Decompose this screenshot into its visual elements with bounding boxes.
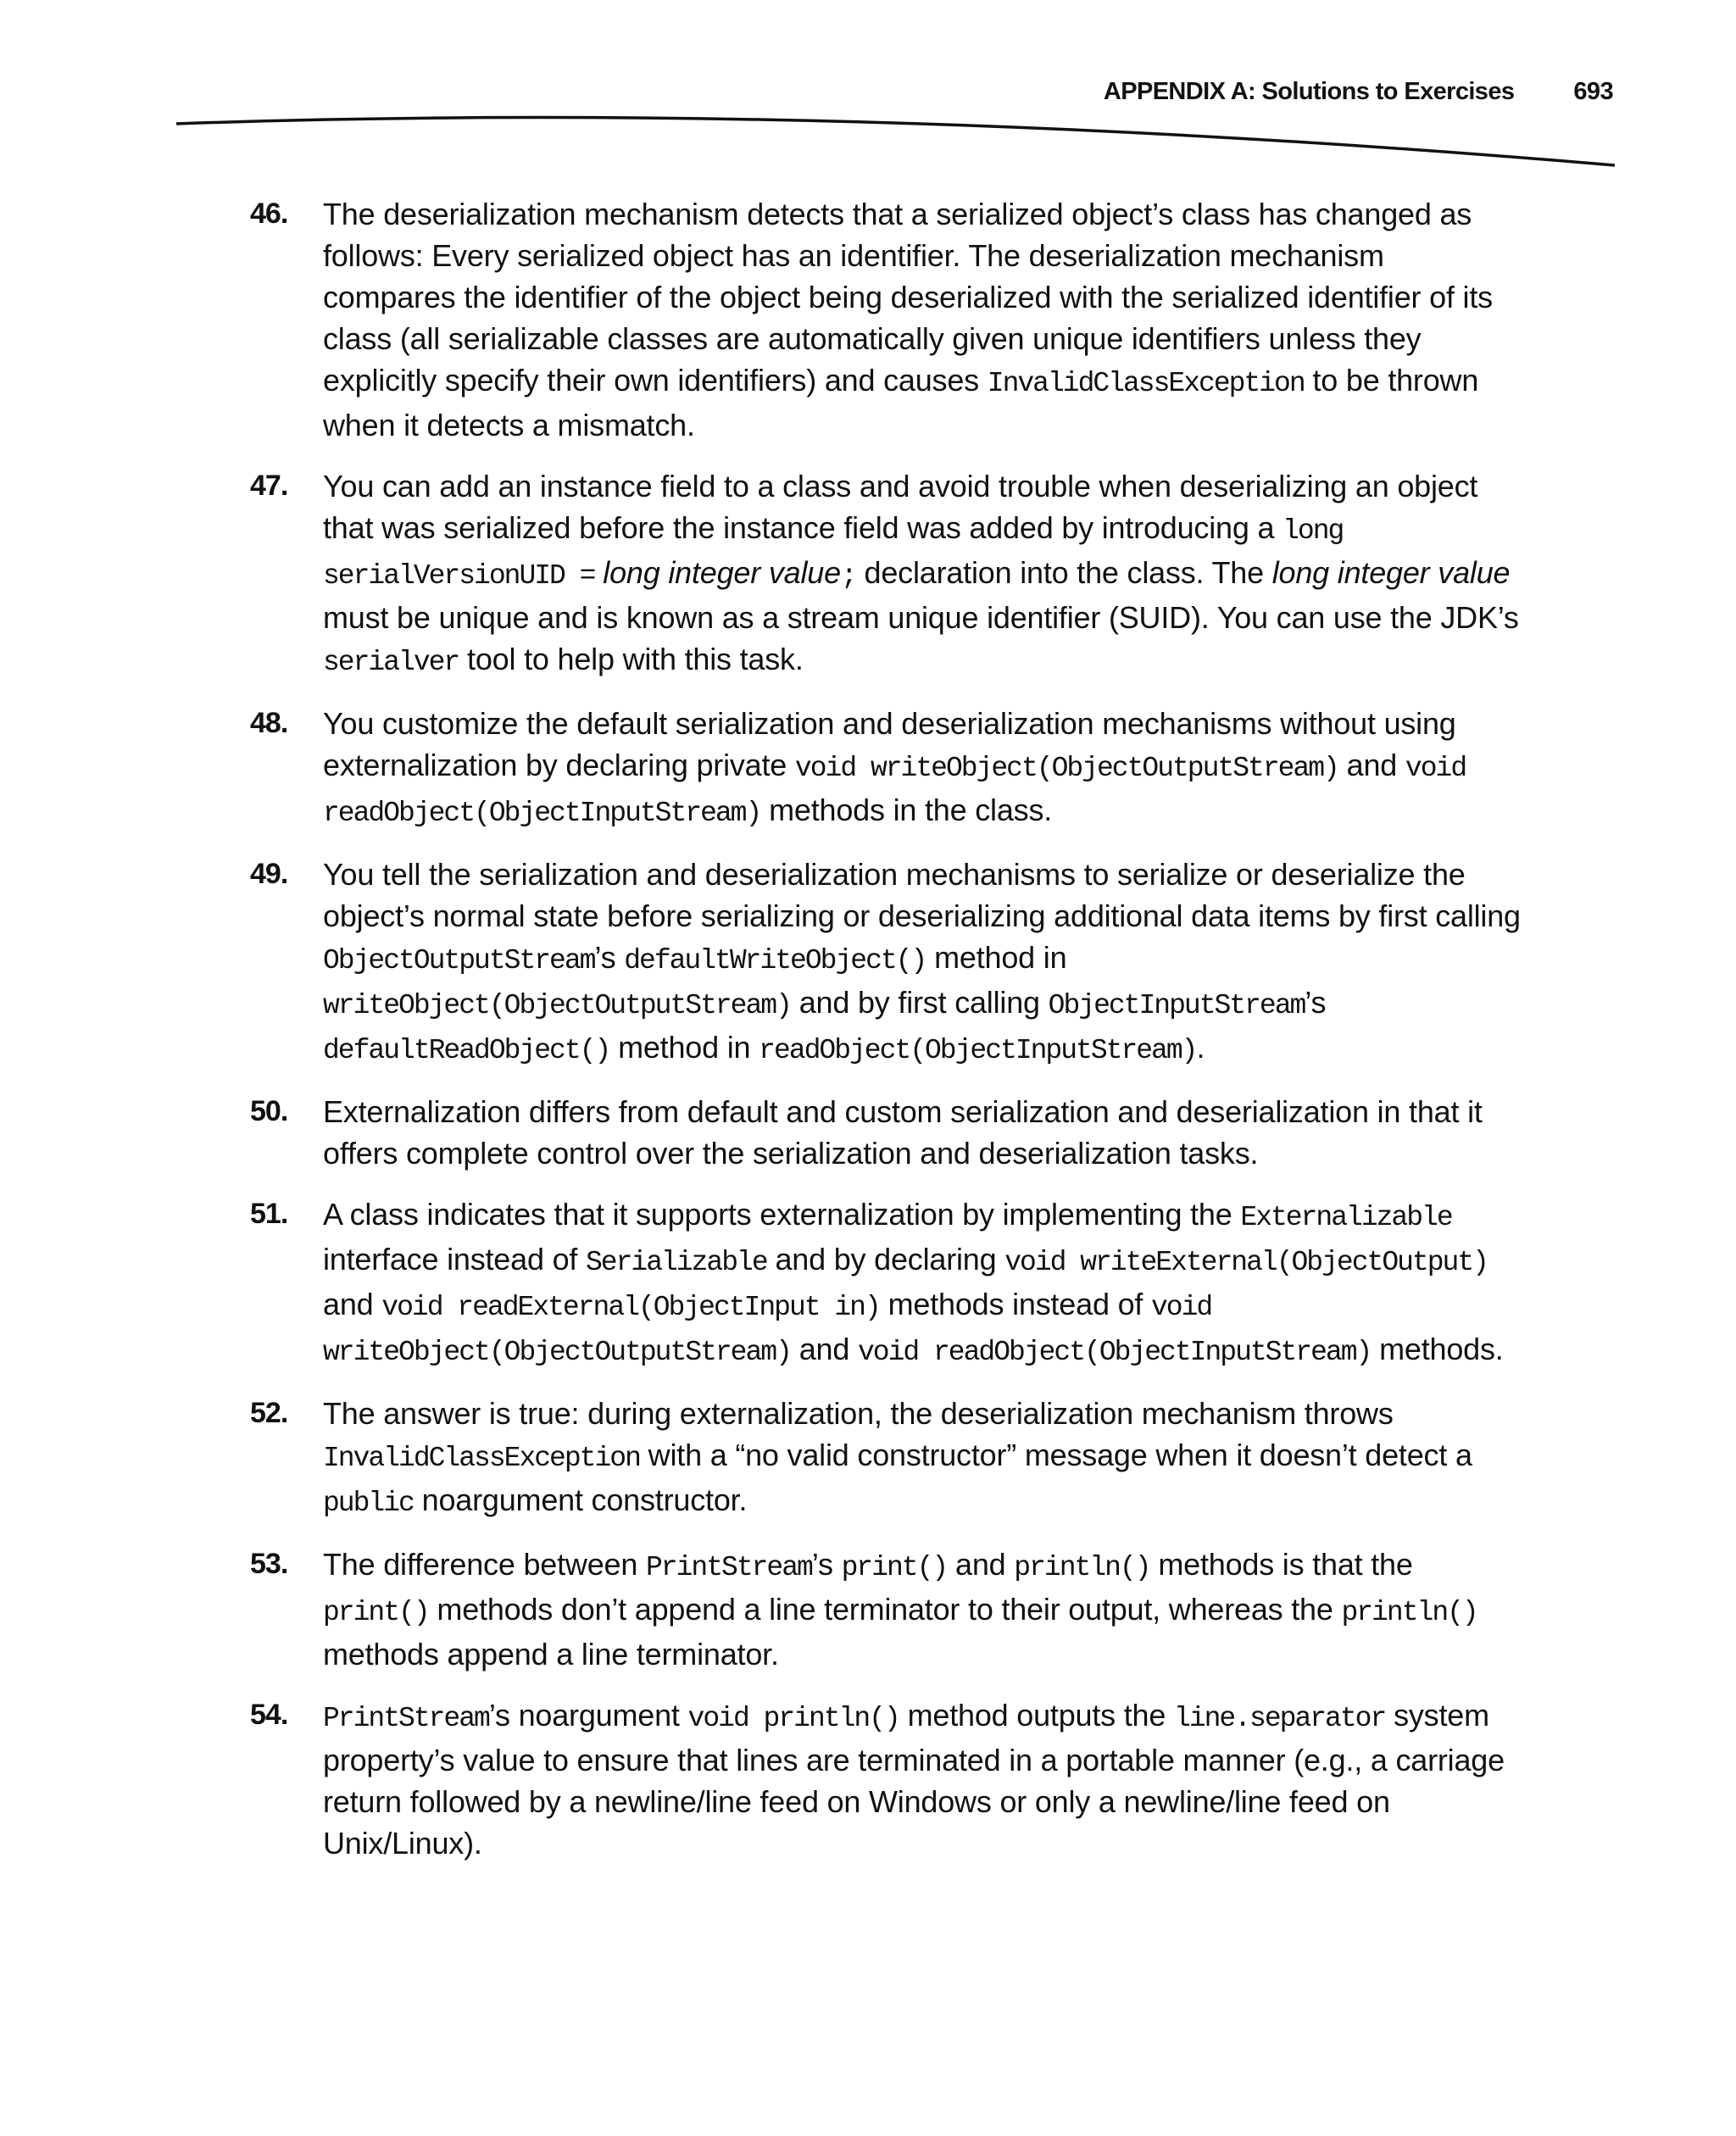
answer-text (323, 465, 1522, 683)
code-span: void writeObject(ObjectOutputStream) (794, 753, 1338, 784)
text-span: declaration into the class. The (855, 555, 1272, 590)
answer-text (323, 193, 1522, 446)
answer-item (250, 854, 1522, 1071)
text-span: The difference between (323, 1547, 646, 1582)
text-span: The deserialization mechanism detects that a serialized object’s class has changed as follows: Every serialized object has an identifier. The deserialization mechanism compares the identifier of the object being deserialized with the serialized identifier of its class (all serializable classes are automatically given unique identifiers unless they explicitly specify their own identifiers) and causes (323, 197, 1493, 398)
code-span: ObjectOutputStream (323, 945, 595, 976)
code-span: ObjectInputStream (1048, 990, 1305, 1021)
answer-item (250, 703, 1522, 834)
code-span: void writeObject(ObjectOutputStream) (323, 1292, 1212, 1368)
code-span: void readExternal(ObjectInput in) (381, 1292, 880, 1323)
text-span: methods in the class. (760, 793, 1053, 827)
text-span: methods is that the (1149, 1547, 1413, 1582)
answer-number: 46. (250, 197, 288, 230)
text-span: and (790, 1332, 858, 1366)
text-span: ’s (1305, 985, 1327, 1020)
answer-number: 53. (250, 1548, 288, 1580)
answer-number: 50. (250, 1095, 288, 1127)
code-span: defaultReadObject() (323, 1035, 610, 1066)
answer-item (250, 1393, 1522, 1524)
answer-item (250, 1694, 1522, 1864)
answer-item (250, 465, 1522, 683)
text-span: method in (609, 1030, 760, 1065)
answer-text (323, 1393, 1522, 1524)
italic-span: long integer value (603, 555, 841, 590)
code-span: Externalizable (1240, 1202, 1452, 1233)
code-span: readObject(ObjectInputStream) (759, 1035, 1197, 1066)
text-span: and (323, 1287, 382, 1321)
text-span: . (1196, 1030, 1205, 1065)
text-span: must be unique and is known as a stream unique identifier (SUID). You can use the JDK’s (323, 600, 1519, 635)
text-span: tool to help with this task. (459, 642, 804, 676)
text-span: You customize the default serialization and deserialization mechanisms without using externalization by declaring private (323, 706, 1456, 782)
answer-item (250, 193, 1522, 446)
text-span: interface instead of (323, 1242, 586, 1277)
code-span: serialver (323, 647, 459, 678)
code-span: PrintStream (646, 1552, 812, 1583)
answer-text (323, 1091, 1522, 1174)
code-span: void println() (687, 1703, 899, 1734)
text-span: The answer is true: during externalization, the deserialization mechanism throws (323, 1396, 1394, 1431)
answer-text (323, 1694, 1522, 1864)
text-span: A class indicates that it supports externalization by implementing the (323, 1197, 1241, 1232)
answer-text (323, 1544, 1522, 1675)
code-span: writeObject(ObjectOutputStream) (323, 990, 791, 1021)
code-span: println() (1014, 1552, 1150, 1583)
answer-text (323, 703, 1522, 834)
answer-text (323, 1193, 1522, 1373)
code-span: line.separator (1174, 1703, 1386, 1734)
text-span: ’s (811, 1547, 842, 1582)
answer-number: 48. (250, 707, 288, 739)
code-span: print() (323, 1597, 429, 1628)
text-span: methods. (1371, 1332, 1504, 1366)
code-span: InvalidClassException (987, 368, 1305, 399)
text-span: noargument constructor. (413, 1482, 748, 1517)
answer-number: 52. (250, 1397, 288, 1429)
code-span: void readObject(ObjectInputStream) (323, 753, 1466, 829)
answer-list (250, 193, 1522, 1883)
code-span: ; (840, 560, 856, 592)
text-span: and (947, 1547, 1015, 1582)
text-span: ’s (594, 940, 625, 975)
italic-span: long integer value (1271, 555, 1511, 590)
text-span: methods don’t append a line terminator to their output, whereas the (428, 1592, 1342, 1627)
text-span: ’s noargument (488, 1698, 688, 1733)
text-span: method in (926, 940, 1067, 975)
code-span: println() (1341, 1597, 1477, 1628)
answer-number: 47. (250, 470, 288, 502)
text-span: to be thrown when it detects a mismatch. (323, 363, 1479, 442)
text-span: system property’s value to ensure that lines are terminated in a portable manner (e.g., a carriage return followed by a newline/line feed on Windows or only a newline/line feed on Unix/Linux). (323, 1698, 1505, 1861)
page-number: 693 (1573, 78, 1613, 105)
answer-number: 54. (250, 1699, 288, 1731)
code-span: InvalidClassException (323, 1443, 640, 1474)
text-span: with a “no valid constructor” message when it doesn’t detect a (639, 1438, 1472, 1472)
answer-item (250, 1193, 1522, 1373)
text-span: You tell the serialization and deserialization mechanisms to serialize or deserialize the object’s normal state before serializing or deserializing additional data items by first calling (323, 857, 1521, 933)
text-span: method outputs the (899, 1698, 1175, 1733)
text-span: You can add an instance field to a class and avoid trouble when deserializing an object that was serialized before the instance field was added by introducing a (323, 469, 1478, 545)
answer-number: 49. (250, 858, 288, 890)
text-span: and (1338, 748, 1405, 782)
answer-item (250, 1544, 1522, 1675)
answer-number: 51. (250, 1198, 288, 1230)
code-span: Serializable (586, 1247, 767, 1278)
answer-text (323, 854, 1522, 1071)
code-span: defaultWriteObject() (624, 945, 926, 976)
code-span: print() (841, 1552, 948, 1583)
text-span: Externalization differs from default and custom serialization and deserialization in that it offers complete control over the serialization and deserialization tasks. (323, 1094, 1483, 1171)
header-rule (0, 100, 1736, 185)
text-span: and by first calling (790, 985, 1049, 1020)
text-span: and by declaring (766, 1242, 1005, 1277)
answer-item (250, 1091, 1522, 1174)
code-span: PrintStream (323, 1703, 489, 1734)
text-span (594, 555, 603, 590)
code-span: void writeExternal(ObjectOutput) (1004, 1247, 1488, 1278)
code-span: public (323, 1488, 414, 1519)
text-span: methods append a line terminator. (323, 1637, 779, 1672)
code-span: void readObject(ObjectInputStream) (857, 1337, 1372, 1368)
running-header-title: APPENDIX A: Solutions to Exercises (1103, 78, 1515, 105)
text-span: methods instead of (879, 1287, 1151, 1321)
code-span: long serialVersionUID = (323, 515, 1344, 592)
